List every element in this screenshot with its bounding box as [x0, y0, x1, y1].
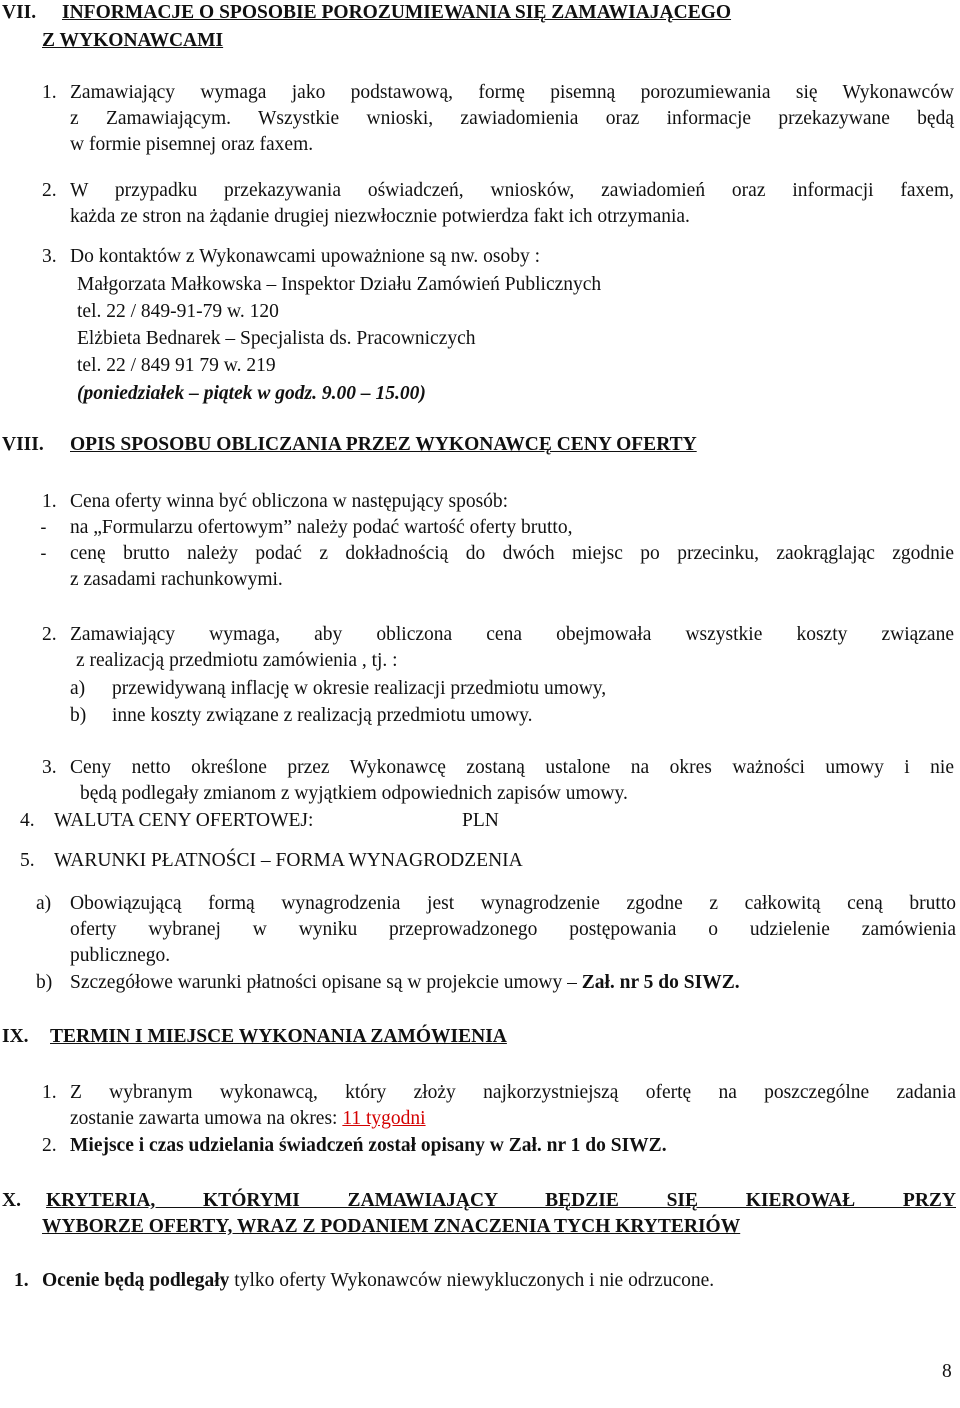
paragraph-line: Zamawiający wymaga jako podstawową, formę pisemną porozumiewania się Wykonawców: [70, 82, 954, 103]
bullet-dash: -: [38, 517, 49, 538]
office-hours: (poniedziałek – piątek w godz. 9.00 – 15.00): [77, 383, 426, 404]
paragraph-line: Cena oferty winna być obliczona w następujący sposób:: [70, 491, 509, 512]
list-item: przewidywaną inflację w okresie realizacji przedmiotu umowy,: [112, 678, 607, 699]
section-number: VIII.: [2, 434, 44, 455]
contact-phone: tel. 22 / 849 91 79 w. 219: [77, 355, 276, 376]
list-number: 4.: [20, 810, 35, 831]
paragraph-line: będą podlegały zmianom z wyjątkiem odpowiednich zapisów umowy.: [80, 783, 628, 804]
paragraph-line: Ceny netto określone przez Wykonawcę zostaną ustalone na okres ważności umowy i nie: [70, 757, 954, 778]
list-number: 5.: [20, 850, 35, 871]
contact-name: Elżbieta Bednarek – Specjalista ds. Pracowniczych: [77, 328, 476, 349]
paragraph-line: Miejsce i czas udzielania świadczeń został opisany w Zał. nr 1 do SIWZ.: [70, 1135, 667, 1156]
paragraph-line: [70, 970, 740, 996]
contact-name: Małgorzata Małkowska – Inspektor Działu Zamówień Publicznych: [77, 274, 602, 295]
paragraph-line: każda ze stron na żądanie drugiej niezwłocznie potwierdza fakt ich otrzymania.: [70, 206, 690, 227]
section-number: X.: [2, 1190, 21, 1211]
section-number: IX.: [2, 1026, 29, 1047]
paragraph-line: publicznego.: [70, 945, 171, 966]
list-number: 2.: [42, 624, 57, 645]
list-number: 2.: [42, 1135, 57, 1156]
list-number: 3.: [42, 246, 57, 267]
paragraph-line: Obowiązującą formą wynagrodzenia jest wynagrodzenie zgodne z całkowitą ceną brutto: [70, 893, 956, 914]
attachment-reference: Zał. nr 5 do SIWZ.: [581, 972, 740, 993]
paragraph-line: [42, 1268, 714, 1294]
paragraph-line: w formie pisemnej oraz faxem.: [70, 134, 314, 155]
list-number: 1.: [42, 491, 57, 512]
paragraph-line: oferty wybranej w wyniku przeprowadzonego postępowania o udzielenie zamówienia: [70, 919, 956, 940]
currency-label: WALUTA CENY OFERTOWEJ:: [54, 810, 314, 831]
list-letter: a): [36, 893, 52, 914]
list-number: 2.: [42, 180, 57, 201]
payment-terms-text: Szczegółowe warunki płatności opisane są w projekcie umowy –: [70, 972, 577, 993]
paragraph-line: z realizacją przedmiotu zamówienia , tj. :: [76, 650, 398, 671]
criteria-text: tylko oferty Wykonawców niewykluczonych i nie odrzucone.: [234, 1270, 715, 1291]
criteria-bold-text: Ocenie będą podlegały: [42, 1270, 230, 1291]
paragraph-line: Zamawiający wymaga, aby obliczona cena obejmowała wszystkie koszty związane: [70, 624, 954, 645]
section-title: WYBORZE OFERTY, WRAZ Z PODANIEM ZNACZENIA TYCH KRYTERIÓW: [42, 1216, 741, 1237]
bullet-item: na „Formularzu ofertowym” należy podać wartość oferty brutto,: [70, 517, 573, 538]
list-number: 3.: [42, 757, 57, 778]
paragraph-line: z Zamawiającym. Wszystkie wnioski, zawiadomienia oraz informacje przekazywane będą: [70, 108, 954, 129]
paragraph-line: Z wybranym wykonawcą, który złoży najkorzystniejszą ofertę na poszczególne zadania: [70, 1082, 956, 1103]
section-title: OPIS SPOSOBU OBLICZANIA PRZEZ WYKONAWCĘ CENY OFERTY: [70, 434, 697, 455]
page-number: 8: [942, 1361, 952, 1382]
contact-phone: tel. 22 / 849-91-79 w. 120: [77, 301, 279, 322]
list-letter: b): [70, 705, 87, 726]
list-number: 1.: [14, 1270, 29, 1291]
contract-term-text: zostanie zawarta umowa na okres:: [70, 1108, 338, 1129]
list-letter: b): [36, 972, 53, 993]
bullet-item: z zasadami rachunkowymi.: [70, 569, 283, 590]
list-letter: a): [70, 678, 86, 699]
list-number: 1.: [42, 1082, 57, 1103]
bullet-item: cenę brutto należy podać z dokładnością do dwóch miejsc po przecinku, zaokrąglając zgodnie: [70, 543, 954, 564]
section-title: KRYTERIA, KTÓRYMI ZAMAWIAJĄCY BĘDZIE SIĘ KIEROWAŁ PRZY: [46, 1190, 956, 1211]
bullet-dash: -: [38, 543, 49, 564]
paragraph-line: Do kontaktów z Wykonawcami upoważnione są nw. osoby :: [70, 246, 540, 267]
list-number: 1.: [42, 82, 57, 103]
section-title: INFORMACJE O SPOSOBIE POROZUMIEWANIA SIĘ ZAMAWIAJĄCEGO: [62, 2, 732, 23]
paragraph-line: W przypadku przekazywania oświadczeń, wniosków, zawiadomień oraz informacji faxem,: [70, 180, 954, 201]
section-title: TERMIN I MIEJSCE WYKONANIA ZAMÓWIENIA: [50, 1026, 507, 1047]
contract-term-value: 11 tygodni: [342, 1108, 426, 1129]
section-number: VII.: [2, 2, 37, 23]
subsection-title: WARUNKI PŁATNOŚCI – FORMA WYNAGRODZENIA: [54, 850, 523, 871]
currency-value: PLN: [462, 810, 499, 831]
section-title: Z WYKONAWCAMI: [42, 30, 224, 51]
list-item: inne koszty związane z realizacją przedmiotu umowy.: [112, 705, 533, 726]
paragraph-line: [70, 1106, 426, 1132]
